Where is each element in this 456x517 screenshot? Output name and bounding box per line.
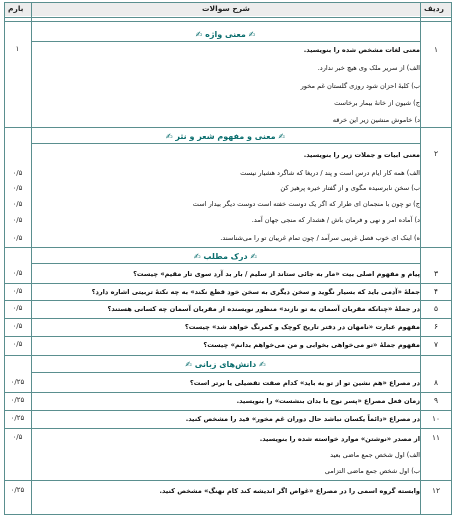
- question-score: ۰/۵: [12, 433, 23, 441]
- question-item: الف) همه کار ایام درس است و پند / دریغا که شاگرد هشیار نیست: [240, 169, 420, 177]
- question-item: ب) کلبهٔ احزان شود روزی گلستان غم مخور: [300, 82, 420, 90]
- question-item: د) آماده امر و نهی و فرمان باش / هشدار که منجی جهان آمد.: [251, 216, 420, 224]
- row-divider: [4, 355, 452, 356]
- question-number: ۹: [433, 396, 439, 405]
- question-number: ۱۰: [431, 414, 441, 423]
- question-item: ب) سخن نابرسیده مگوی و از گفتار خیره پرهیز کن: [280, 184, 420, 192]
- question-title: از مصدر «نوشتن» موارد خواسته شده را بنویسید.: [259, 435, 420, 443]
- question-text: زمان فعل مصراع «پسر نوح با بدان بنشست» را بنویسید.: [236, 397, 420, 405]
- question-item: ه) اینک ای خوب فصل غریبی سرآمد / چون تمام غریبان تو را می‌شناسند.: [220, 234, 420, 242]
- question-title: معنی لغات مشخص شده را بنویسید.: [303, 46, 420, 54]
- question-text: مفهوم جملهٔ «تو می‌خواهی بخوابی و من می‌خواهم بدانم» چیست؟: [203, 341, 420, 349]
- row-divider: [4, 283, 452, 284]
- section-title-poetry: ✍ معنی و مفهوم شعر و نثر ✍: [165, 132, 286, 141]
- row-divider: [4, 127, 452, 128]
- question-number: ۱: [433, 45, 439, 54]
- question-number: ۷: [433, 340, 439, 349]
- question-number: ۵: [433, 304, 439, 313]
- header-barom: بارم: [8, 4, 24, 13]
- question-item: د) خاموش منشین زیر این خرقه: [332, 116, 420, 124]
- question-title: معنی ابیات و جملات زیر را بنویسید.: [303, 151, 420, 159]
- question-score: ۰/۵: [12, 200, 23, 208]
- header-divider-double: [4, 21, 452, 22]
- question-score: ۱: [15, 45, 20, 53]
- question-item: ج) شیون از خانهٔ بیمار برخاست: [334, 99, 420, 107]
- section-rule: [31, 372, 420, 373]
- question-number: ۱۱: [431, 433, 441, 442]
- header-radif: ردیف: [424, 4, 444, 13]
- question-score: ۰/۵: [12, 269, 23, 277]
- row-divider: [4, 318, 452, 319]
- question-text: در جملهٔ «چنانکه مقربان آسمان به تو نازند» منظور نویسنده از مقربان آسمان چه کسانی هستند؟: [107, 305, 420, 313]
- row-divider: [4, 300, 452, 301]
- row-divider: [4, 392, 452, 393]
- question-item: ج) تو چون با منجمان ای طرار که اگر یک دوست خفته است دوست دیگر بیدار است: [192, 200, 420, 208]
- section-rule: [31, 143, 420, 144]
- question-text: پیام و مفهوم اصلی بیت «مار به جائی ستاند از سلیم / بار بد آرد سوی تار مقیم» چیست؟: [133, 270, 420, 278]
- question-score: ۰/۵: [12, 169, 23, 177]
- question-score: ۰/۵: [12, 234, 23, 242]
- question-item: الف) اول شخص جمع ماضی بعید: [330, 451, 420, 459]
- question-score: ۰/۲۵: [10, 486, 25, 494]
- question-text: وابسته گروه اسمی را در مصراع «غواص اگر اندیشه کند کام نهنگ» مشخص کنید.: [159, 487, 420, 495]
- question-number: ۸: [433, 378, 439, 387]
- section-title-vocab: ✍ معنی واژه ✍: [195, 30, 256, 39]
- question-item: الف) از سریر ملک وی هیچ خبر ندارد.: [317, 64, 420, 72]
- question-number: ۲: [433, 149, 439, 158]
- question-number: ۴: [433, 287, 439, 296]
- header-divider: [4, 17, 452, 18]
- question-number: ۶: [433, 322, 439, 331]
- row-divider: [4, 247, 452, 248]
- row-divider: [4, 480, 452, 481]
- section-title-grammar: ✍ دانش‌های زبانی ✍: [185, 360, 266, 369]
- section-rule: [31, 263, 420, 264]
- row-divider: [4, 336, 452, 337]
- question-score: ۰/۲۵: [10, 396, 25, 404]
- question-score: ۰/۵: [12, 184, 23, 192]
- row-divider: [4, 428, 452, 429]
- section-rule: [31, 41, 420, 42]
- question-text: در مصراع «دائماً یکسان نباشد حال دوران غم مخور» قید را مشخص کنید.: [185, 415, 420, 423]
- section-title-comprehension: ✍ درک مطلب ✍: [193, 252, 258, 261]
- question-text: مفهوم عبارت «نامهان در دفتر تاریخ کوچک و کمرنگ خواهد شد» چیست؟: [184, 323, 420, 331]
- question-number: ۱۲: [431, 486, 441, 495]
- question-number: ۳: [433, 269, 439, 278]
- question-score: ۰/۵: [12, 287, 23, 295]
- question-text: در مصراع «هم نشین تو از تو به باید» کدام صفت تفضیلی یا برتر است؟: [189, 379, 420, 387]
- question-score: ۰/۵: [12, 216, 23, 224]
- row-divider: [4, 410, 452, 411]
- question-item: ب) اول شخص جمع ماضی التزامی: [324, 467, 420, 475]
- question-score: ۰/۲۵: [10, 378, 25, 386]
- header-sharh: شرح سوالات: [202, 4, 250, 13]
- question-score: ۰/۵: [12, 340, 23, 348]
- question-score: ۰/۲۵: [10, 414, 25, 422]
- question-text: جملهٔ «آدمی باید که بسیار نگوید و سخن دیگری به سخن خود قطع نکند» به چه نکتهٔ تربیتی اشاره دارد؟: [91, 288, 420, 296]
- question-score: ۰/۵: [12, 322, 23, 330]
- question-score: ۰/۵: [12, 304, 23, 312]
